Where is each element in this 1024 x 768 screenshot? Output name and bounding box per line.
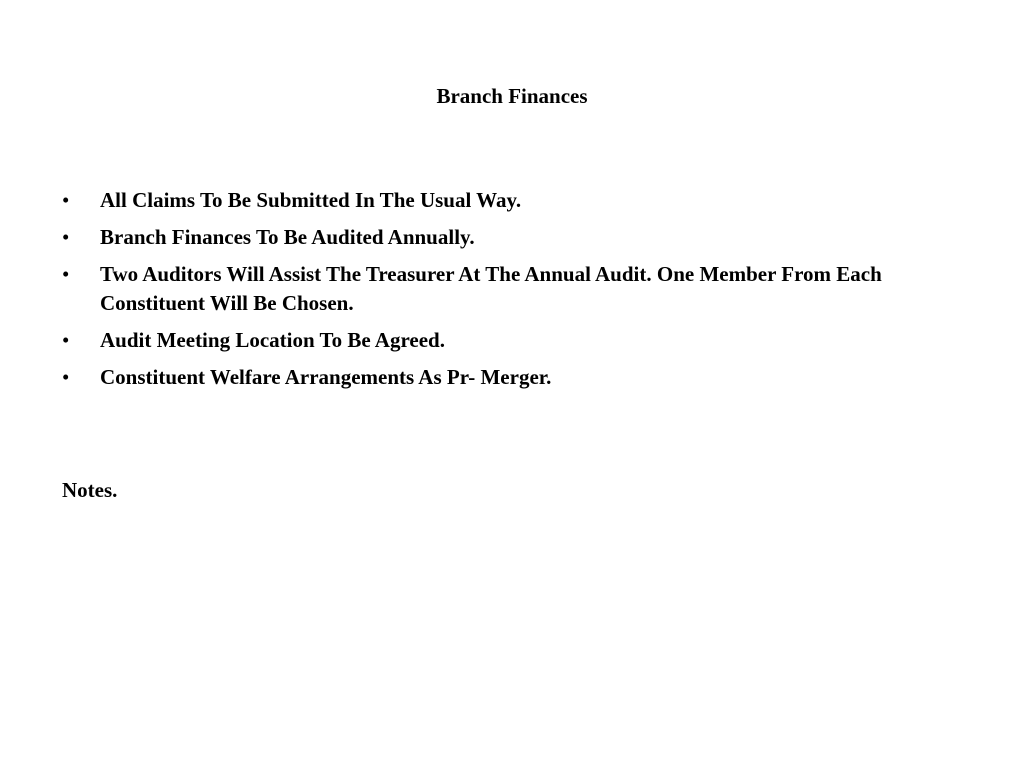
bullet-marker: • — [62, 328, 70, 352]
bullet-item — [62, 260, 962, 318]
bullet-marker: • — [62, 225, 70, 249]
slide-title: Branch Finances — [436, 84, 588, 108]
bullet-item — [62, 186, 962, 215]
bullet-text: Audit Meeting Location To Be Agreed. — [100, 328, 445, 352]
bullet-text: All Claims To Be Submitted In The Usual Way. — [100, 188, 522, 212]
bullet-text: Constituent Welfare Arrangements As Pr- Merger. — [100, 365, 552, 389]
bullet-list — [62, 186, 962, 400]
bullet-text: Branch Finances To Be Audited Annually. — [100, 225, 475, 249]
bullet-item — [62, 223, 962, 252]
notes-label: Notes. — [62, 478, 118, 502]
bullet-marker: • — [62, 262, 70, 286]
bullet-marker: • — [62, 188, 70, 212]
bullet-item — [62, 363, 962, 392]
bullet-marker: • — [62, 365, 70, 389]
bullet-text: Two Auditors Will Assist The Treasurer At The Annual Audit. One Member From Each Constituent Will Be Chosen. — [100, 262, 882, 315]
bullet-item — [62, 326, 962, 355]
